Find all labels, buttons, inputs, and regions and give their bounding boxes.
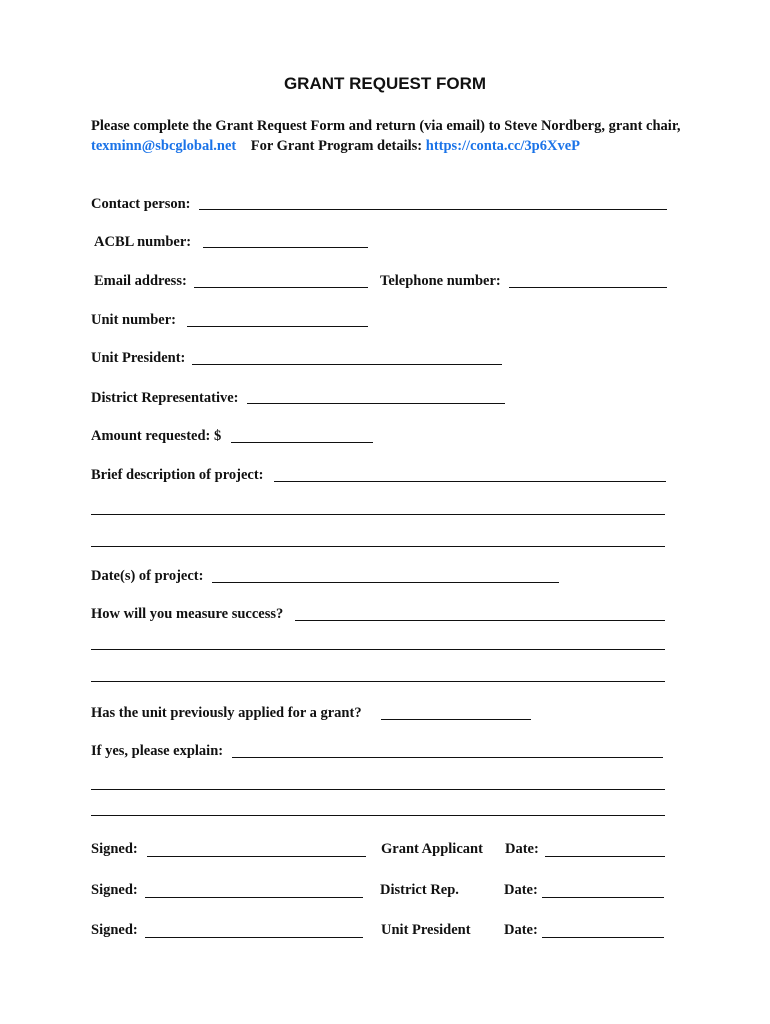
telephone-number-field[interactable] — [509, 287, 667, 288]
email-address-label: Email address: — [94, 273, 187, 289]
unit-number-field[interactable] — [187, 326, 368, 327]
signature-field-district-rep[interactable] — [145, 897, 363, 898]
signed-label-district-rep: Signed: — [91, 882, 138, 898]
unit-number-label: Unit number: — [91, 312, 176, 328]
telephone-number-label: Telephone number: — [380, 273, 501, 289]
date-label-district-rep: Date: — [504, 882, 538, 898]
amount-requested-label: Amount requested: $ — [91, 428, 222, 444]
amount-requested-field[interactable] — [231, 442, 373, 443]
unit-president-label: Unit President: — [91, 350, 186, 366]
brief-description-line-3[interactable] — [91, 546, 665, 547]
acbl-number-field[interactable] — [203, 247, 368, 248]
brief-description-line-2[interactable] — [91, 514, 665, 515]
measure-success-line-2[interactable] — [91, 649, 665, 650]
dates-of-project-label: Date(s) of project: — [91, 568, 204, 584]
form-title: GRANT REQUEST FORM — [283, 74, 487, 93]
date-label-unit-president: Date: — [504, 922, 538, 938]
brief-description-field[interactable] — [274, 481, 666, 482]
intro-text-2: For Grant Program details: — [250, 138, 426, 154]
signature-field-applicant[interactable] — [147, 856, 366, 857]
intro-paragraph — [91, 116, 691, 156]
previously-applied-label: Has the unit previously applied for a grant? — [91, 705, 362, 721]
signed-label-unit-president: Signed: — [91, 922, 138, 938]
if-yes-explain-line-3[interactable] — [91, 815, 665, 816]
signature-field-unit-president[interactable] — [145, 937, 363, 938]
contact-email-link[interactable]: texminn@sbcglobal.net — [91, 138, 237, 154]
role-district-rep: District Rep. — [380, 882, 459, 898]
email-address-field[interactable] — [194, 287, 368, 288]
role-grant-applicant: Grant Applicant — [381, 841, 483, 857]
intro-text-1: Please complete the Grant Request Form and return (via email) to Steve Nordberg, grant chair, — [91, 118, 681, 134]
if-yes-explain-field[interactable] — [232, 757, 663, 758]
if-yes-explain-line-2[interactable] — [91, 789, 665, 790]
if-yes-explain-label: If yes, please explain: — [91, 743, 224, 759]
contact-person-label: Contact person: — [91, 196, 191, 212]
date-field-applicant[interactable] — [545, 856, 665, 857]
signed-label-applicant: Signed: — [91, 841, 138, 857]
grant-program-link[interactable]: https://conta.cc/3p6XveP — [425, 138, 581, 154]
unit-president-field[interactable] — [192, 364, 502, 365]
contact-person-field[interactable] — [199, 209, 667, 210]
district-representative-field[interactable] — [247, 403, 505, 404]
district-representative-label: District Representative: — [91, 390, 239, 406]
measure-success-label: How will you measure success? — [91, 606, 284, 622]
measure-success-field[interactable] — [295, 620, 665, 621]
role-unit-president: Unit President — [381, 922, 471, 938]
acbl-number-label: ACBL number: — [94, 234, 192, 250]
measure-success-line-3[interactable] — [91, 681, 665, 682]
date-field-unit-president[interactable] — [542, 937, 664, 938]
previously-applied-field[interactable] — [381, 719, 531, 720]
dates-of-project-field[interactable] — [212, 582, 559, 583]
brief-description-label: Brief description of project: — [91, 467, 264, 483]
date-field-district-rep[interactable] — [542, 897, 664, 898]
date-label-applicant: Date: — [505, 841, 539, 857]
